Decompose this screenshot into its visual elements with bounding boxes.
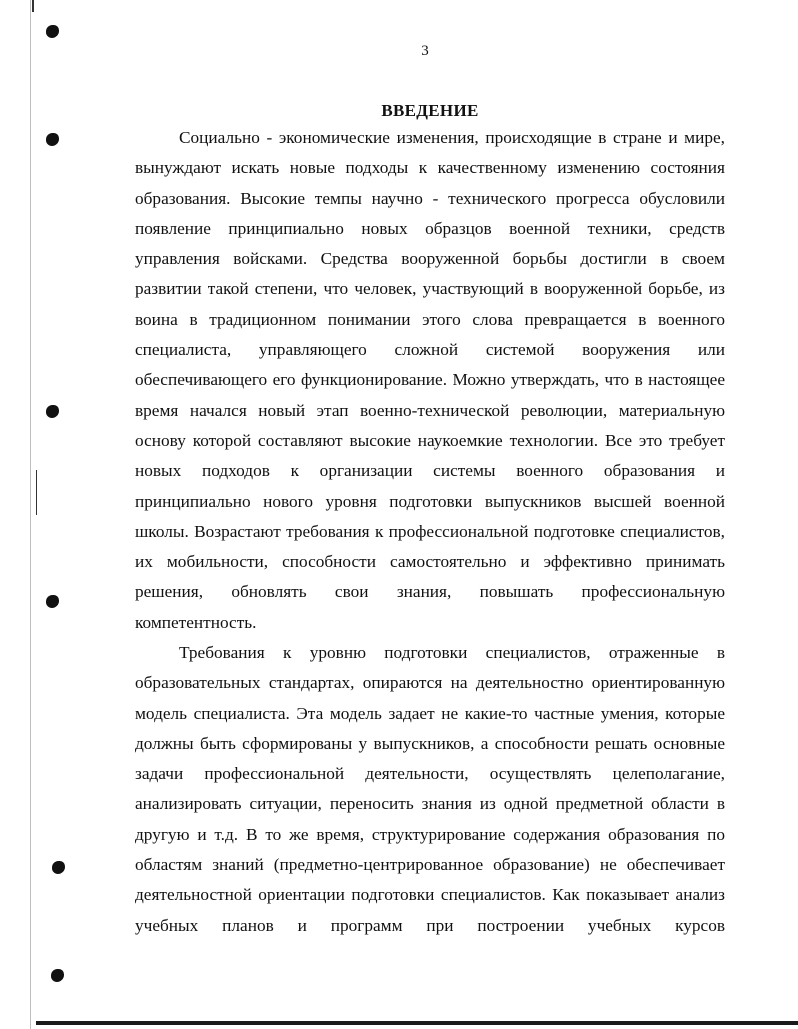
punch-hole-dot (46, 595, 59, 608)
punch-hole-dot (52, 861, 65, 874)
scan-edge-mark (36, 470, 37, 515)
page-number: 3 (421, 43, 429, 59)
scan-edge-line (30, 0, 31, 1029)
punch-hole-dot (46, 25, 59, 38)
punch-hole-dot (46, 405, 59, 418)
body-paragraph: Требования к уровню подготовки специалистов, отраженные в образовательных стандартах, опираются на деятельностно ориентированную модель специалиста. Эта модель задает не какие-то частные умения, которые должны быть сформированы у выпускников, а способности решать основные задачи профессиональной деятельности, осуществлять целеполагание, анализировать ситуации, переносить знания из одной предметной области в другую и т.д. В то же время, структурирование содержания образования по областям знаний (предметно-центрированное образование) не обеспечивает деятельностной ориентации подготовки специалистов. Как показывает анализ учебных планов и программ при построении учебных курсов (135, 643, 725, 935)
scan-bottom-edge (36, 1021, 798, 1025)
scan-edge-mark (32, 0, 34, 12)
punch-hole-dot (46, 133, 59, 146)
punch-hole-dot (51, 969, 64, 982)
body-paragraph: Социально - экономические изменения, происходящие в стране и мире, вынуждают искать новые подходы к качественному изменению состояния образования. Высокие темпы научно - технического прогресса обусловили появление принципиально новых образцов военной техники, средств управления войсками. Средства вооруженной борьбы достигли в своем развитии такой степени, что человек, участвующий в вооруженной борьбе, из воина в традиционном понимании этого слова превращается в военного специалиста, управляющего сложной системой вооружения или обеспечивающего его функционирование. Можно утверждать, что в настоящее время начался новый этап военно-технической революции, материальную основу которой составляют высокие наукоемкие технологии. Все это требует новых подходов к организации системы военного образования и принципиально нового уровня подготовки выпускников высшей военной школы. Возрастают требования к профессиональной подготовке специалистов, их мобильности, способности самостоятельно и эффективно принимать решения, обновлять свои знания, повышать профессиональную компетентность. (135, 128, 725, 632)
page-title: ВВЕДЕНИЕ (381, 101, 479, 120)
